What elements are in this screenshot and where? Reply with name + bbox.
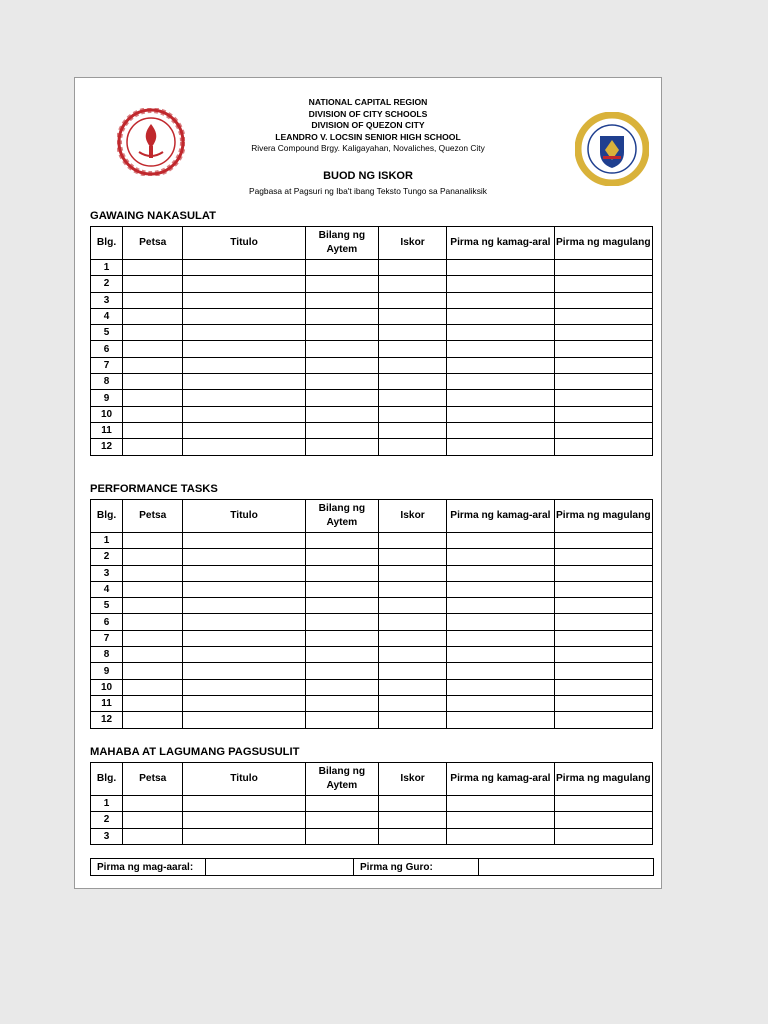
table-row — [91, 695, 653, 711]
row-number: 2 — [91, 549, 123, 565]
col-pirma-magulang-cell[interactable] — [554, 614, 652, 630]
col-titulo-cell[interactable] — [183, 796, 305, 812]
row-number: 3 — [91, 828, 123, 844]
col-petsa-cell[interactable] — [123, 647, 183, 663]
col-titulo-cell[interactable] — [183, 679, 305, 695]
col-titulo-cell[interactable] — [183, 614, 305, 630]
col-bilang-ng-aytem-cell[interactable] — [305, 374, 378, 390]
row-number: 10 — [91, 679, 123, 695]
col-petsa-cell[interactable] — [123, 630, 183, 646]
col-bilang-ng-aytem-cell[interactable] — [305, 260, 378, 276]
col-pirma-kamag-aral-cell[interactable] — [447, 647, 554, 663]
col-iskor-cell[interactable] — [378, 406, 446, 422]
row-number: 5 — [91, 598, 123, 614]
header-col-bilang-ng-aytem: Bilang ng Aytem — [305, 500, 378, 533]
col-pirma-magulang-cell[interactable] — [554, 796, 652, 812]
col-pirma-kamag-aral-cell[interactable] — [447, 390, 554, 406]
col-bilang-ng-aytem-cell[interactable] — [305, 796, 378, 812]
header-col-iskor: Iskor — [378, 763, 446, 796]
header-col-titulo: Titulo — [183, 500, 305, 533]
row-number: 2 — [91, 276, 123, 292]
col-pirma-kamag-aral-cell[interactable] — [447, 828, 554, 844]
col-titulo-cell[interactable] — [183, 630, 305, 646]
header-col-titulo: Titulo — [183, 227, 305, 260]
col-pirma-kamag-aral-cell[interactable] — [447, 796, 554, 812]
col-bilang-ng-aytem-cell[interactable] — [305, 712, 378, 728]
col-pirma-kamag-aral-cell[interactable] — [447, 374, 554, 390]
row-number: 5 — [91, 325, 123, 341]
row-number: 9 — [91, 390, 123, 406]
col-bilang-ng-aytem-cell[interactable] — [305, 406, 378, 422]
col-iskor-cell[interactable] — [378, 828, 446, 844]
col-iskor-cell[interactable] — [378, 598, 446, 614]
row-number: 4 — [91, 581, 123, 597]
col-bilang-ng-aytem-cell[interactable] — [305, 663, 378, 679]
col-pirma-magulang-cell[interactable] — [554, 712, 652, 728]
teacher-signature-label: Pirma ng Guro: — [354, 859, 479, 876]
col-pirma-magulang-cell[interactable] — [554, 390, 652, 406]
table-row — [91, 565, 653, 581]
col-bilang-ng-aytem-cell[interactable] — [305, 695, 378, 711]
col-pirma-kamag-aral-cell[interactable] — [447, 598, 554, 614]
col-bilang-ng-aytem-cell[interactable] — [305, 439, 378, 455]
header-col-pirma-kamag-aral: Pirma ng kamag-aral — [447, 500, 554, 533]
col-pirma-kamag-aral-cell[interactable] — [447, 663, 554, 679]
col-petsa-cell[interactable] — [123, 614, 183, 630]
division-line: DIVISION OF CITY SCHOOLS — [308, 108, 428, 119]
header-col-pirma-magulang: Pirma ng magulang — [554, 227, 652, 260]
header-col-titulo: Titulo — [183, 763, 305, 796]
table-row — [91, 581, 653, 597]
col-petsa-cell[interactable] — [123, 276, 183, 292]
col-bilang-ng-aytem-cell[interactable] — [305, 565, 378, 581]
col-iskor-cell[interactable] — [378, 565, 446, 581]
row-number: 10 — [91, 406, 123, 422]
col-pirma-kamag-aral-cell[interactable] — [447, 712, 554, 728]
col-titulo-cell[interactable] — [183, 422, 305, 438]
table-row — [91, 647, 653, 663]
header-col-iskor: Iskor — [378, 500, 446, 533]
col-pirma-magulang-cell[interactable] — [554, 341, 652, 357]
col-iskor-cell[interactable] — [378, 357, 446, 373]
table-header-row — [91, 227, 653, 260]
signature-row — [90, 858, 654, 876]
row-number: 12 — [91, 712, 123, 728]
col-petsa-cell[interactable] — [123, 325, 183, 341]
col-petsa-cell[interactable] — [123, 292, 183, 308]
header-col-blg: Blg. — [91, 763, 123, 796]
col-pirma-magulang-cell[interactable] — [554, 439, 652, 455]
deped-seal-logo — [575, 112, 649, 186]
row-number: 11 — [91, 695, 123, 711]
city-division-line: DIVISION OF QUEZON CITY — [311, 120, 425, 131]
col-petsa-cell[interactable] — [123, 406, 183, 422]
table-gawaing-nakasulat — [90, 226, 653, 456]
col-pirma-kamag-aral-cell[interactable] — [447, 292, 554, 308]
col-pirma-kamag-aral-cell[interactable] — [447, 276, 554, 292]
col-iskor-cell[interactable] — [378, 292, 446, 308]
col-petsa-cell[interactable] — [123, 422, 183, 438]
col-titulo-cell[interactable] — [183, 439, 305, 455]
table-row — [91, 308, 653, 324]
table-row — [91, 598, 653, 614]
col-pirma-magulang-cell[interactable] — [554, 406, 652, 422]
document-title: BUOD NG ISKOR — [323, 170, 413, 182]
table-row — [91, 630, 653, 646]
col-titulo-cell[interactable] — [183, 828, 305, 844]
col-pirma-magulang-cell[interactable] — [554, 276, 652, 292]
col-petsa-cell[interactable] — [123, 439, 183, 455]
col-petsa-cell[interactable] — [123, 533, 183, 549]
col-petsa-cell[interactable] — [123, 374, 183, 390]
col-titulo-cell[interactable] — [183, 357, 305, 373]
col-petsa-cell[interactable] — [123, 695, 183, 711]
col-iskor-cell[interactable] — [378, 614, 446, 630]
table-row — [91, 341, 653, 357]
table-row — [91, 663, 653, 679]
col-petsa-cell[interactable] — [123, 357, 183, 373]
col-titulo-cell[interactable] — [183, 663, 305, 679]
row-number: 1 — [91, 260, 123, 276]
col-titulo-cell[interactable] — [183, 695, 305, 711]
col-pirma-magulang-cell[interactable] — [554, 260, 652, 276]
col-bilang-ng-aytem-cell[interactable] — [305, 630, 378, 646]
table-lagumang-pagsusulit — [90, 762, 653, 845]
col-iskor-cell[interactable] — [378, 439, 446, 455]
col-petsa-cell[interactable] — [123, 390, 183, 406]
col-pirma-magulang-cell[interactable] — [554, 325, 652, 341]
row-number: 9 — [91, 663, 123, 679]
col-titulo-cell[interactable] — [183, 260, 305, 276]
header-text-block — [75, 97, 661, 155]
col-bilang-ng-aytem-cell[interactable] — [305, 828, 378, 844]
col-pirma-magulang-cell[interactable] — [554, 292, 652, 308]
table-row — [91, 390, 653, 406]
col-pirma-magulang-cell[interactable] — [554, 695, 652, 711]
col-bilang-ng-aytem-cell[interactable] — [305, 341, 378, 357]
col-titulo-cell[interactable] — [183, 374, 305, 390]
table-row — [91, 549, 653, 565]
score-sheet — [74, 77, 662, 889]
col-bilang-ng-aytem-cell[interactable] — [305, 679, 378, 695]
col-petsa-cell[interactable] — [123, 796, 183, 812]
table-row — [91, 679, 653, 695]
col-pirma-kamag-aral-cell[interactable] — [447, 422, 554, 438]
col-pirma-magulang-cell[interactable] — [554, 308, 652, 324]
col-pirma-kamag-aral-cell[interactable] — [447, 325, 554, 341]
col-iskor-cell[interactable] — [378, 276, 446, 292]
col-titulo-cell[interactable] — [183, 308, 305, 324]
col-pirma-kamag-aral-cell[interactable] — [447, 406, 554, 422]
col-bilang-ng-aytem-cell[interactable] — [305, 533, 378, 549]
table-header-row — [91, 763, 653, 796]
col-titulo-cell[interactable] — [183, 647, 305, 663]
col-petsa-cell[interactable] — [123, 565, 183, 581]
col-pirma-kamag-aral-cell[interactable] — [447, 695, 554, 711]
col-pirma-magulang-cell[interactable] — [554, 679, 652, 695]
col-iskor-cell[interactable] — [378, 581, 446, 597]
col-pirma-magulang-cell[interactable] — [554, 422, 652, 438]
col-bilang-ng-aytem-cell[interactable] — [305, 390, 378, 406]
col-bilang-ng-aytem-cell[interactable] — [305, 647, 378, 663]
document-header — [75, 78, 661, 198]
table-performance-tasks — [90, 499, 653, 729]
col-bilang-ng-aytem-cell[interactable] — [305, 292, 378, 308]
header-col-iskor: Iskor — [378, 227, 446, 260]
row-number: 3 — [91, 565, 123, 581]
col-petsa-cell[interactable] — [123, 663, 183, 679]
header-col-petsa: Petsa — [123, 763, 183, 796]
header-col-pirma-magulang: Pirma ng magulang — [554, 500, 652, 533]
col-iskor-cell[interactable] — [378, 630, 446, 646]
table-row — [91, 357, 653, 373]
header-col-pirma-magulang: Pirma ng magulang — [554, 763, 652, 796]
col-petsa-cell[interactable] — [123, 598, 183, 614]
col-pirma-kamag-aral-cell[interactable] — [447, 357, 554, 373]
table-row — [91, 439, 653, 455]
col-pirma-magulang-cell[interactable] — [554, 581, 652, 597]
row-number: 2 — [91, 812, 123, 828]
row-number: 3 — [91, 292, 123, 308]
col-bilang-ng-aytem-cell[interactable] — [305, 812, 378, 828]
col-petsa-cell[interactable] — [123, 260, 183, 276]
table-row — [91, 292, 653, 308]
col-titulo-cell[interactable] — [183, 565, 305, 581]
table-row — [91, 276, 653, 292]
col-pirma-magulang-cell[interactable] — [554, 598, 652, 614]
col-bilang-ng-aytem-cell[interactable] — [305, 598, 378, 614]
col-iskor-cell[interactable] — [378, 679, 446, 695]
col-petsa-cell[interactable] — [123, 308, 183, 324]
col-pirma-kamag-aral-cell[interactable] — [447, 679, 554, 695]
col-pirma-kamag-aral-cell[interactable] — [447, 581, 554, 597]
table-row — [91, 712, 653, 728]
table-row — [91, 260, 653, 276]
col-titulo-cell[interactable] — [183, 406, 305, 422]
col-pirma-magulang-cell[interactable] — [554, 812, 652, 828]
row-number: 1 — [91, 533, 123, 549]
row-number: 4 — [91, 308, 123, 324]
col-pirma-magulang-cell[interactable] — [554, 357, 652, 373]
col-iskor-cell[interactable] — [378, 663, 446, 679]
col-titulo-cell[interactable] — [183, 581, 305, 597]
col-pirma-magulang-cell[interactable] — [554, 630, 652, 646]
col-bilang-ng-aytem-cell[interactable] — [305, 549, 378, 565]
row-number: 1 — [91, 796, 123, 812]
col-pirma-magulang-cell[interactable] — [554, 533, 652, 549]
col-pirma-magulang-cell[interactable] — [554, 565, 652, 581]
header-col-petsa: Petsa — [123, 227, 183, 260]
col-iskor-cell[interactable] — [378, 549, 446, 565]
col-iskor-cell[interactable] — [378, 341, 446, 357]
col-iskor-cell[interactable] — [378, 260, 446, 276]
col-titulo-cell[interactable] — [183, 598, 305, 614]
col-titulo-cell[interactable] — [183, 390, 305, 406]
student-signature-field[interactable] — [206, 859, 354, 876]
row-number: 11 — [91, 422, 123, 438]
row-number: 6 — [91, 614, 123, 630]
col-pirma-magulang-cell[interactable] — [554, 374, 652, 390]
col-bilang-ng-aytem-cell[interactable] — [305, 614, 378, 630]
col-titulo-cell[interactable] — [183, 276, 305, 292]
document-subtitle: Pagbasa at Pagsuri ng Iba't ibang Teksto Tungo sa Pananaliksik — [249, 186, 487, 196]
col-pirma-kamag-aral-cell[interactable] — [447, 260, 554, 276]
col-pirma-magulang-cell[interactable] — [554, 549, 652, 565]
header-col-blg: Blg. — [91, 227, 123, 260]
col-bilang-ng-aytem-cell[interactable] — [305, 422, 378, 438]
col-pirma-kamag-aral-cell[interactable] — [447, 630, 554, 646]
header-col-petsa: Petsa — [123, 500, 183, 533]
table-row — [91, 614, 653, 630]
school-name-line: LEANDRO V. LOCSIN SENIOR HIGH SCHOOL — [275, 131, 461, 142]
table-row — [91, 796, 653, 812]
table-row — [91, 406, 653, 422]
col-iskor-cell[interactable] — [378, 695, 446, 711]
col-pirma-kamag-aral-cell[interactable] — [447, 308, 554, 324]
section-title-performance-tasks: PERFORMANCE TASKS — [90, 483, 218, 495]
col-pirma-kamag-aral-cell[interactable] — [447, 565, 554, 581]
col-iskor-cell[interactable] — [378, 390, 446, 406]
row-number: 6 — [91, 341, 123, 357]
col-petsa-cell[interactable] — [123, 581, 183, 597]
table-row — [91, 828, 653, 844]
row-number: 8 — [91, 647, 123, 663]
col-pirma-kamag-aral-cell[interactable] — [447, 341, 554, 357]
col-iskor-cell[interactable] — [378, 308, 446, 324]
col-petsa-cell[interactable] — [123, 679, 183, 695]
col-bilang-ng-aytem-cell[interactable] — [305, 325, 378, 341]
col-bilang-ng-aytem-cell[interactable] — [305, 308, 378, 324]
col-petsa-cell[interactable] — [123, 549, 183, 565]
section-title-lagumang-pagsusulit: MAHABA AT LAGUMANG PAGSUSULIT — [90, 746, 300, 758]
col-petsa-cell[interactable] — [123, 828, 183, 844]
col-titulo-cell[interactable] — [183, 712, 305, 728]
col-pirma-kamag-aral-cell[interactable] — [447, 614, 554, 630]
col-petsa-cell[interactable] — [123, 712, 183, 728]
header-col-pirma-kamag-aral: Pirma ng kamag-aral — [447, 763, 554, 796]
teacher-signature-field[interactable] — [479, 859, 654, 876]
table-row — [91, 374, 653, 390]
col-pirma-kamag-aral-cell[interactable] — [447, 533, 554, 549]
table-row — [91, 325, 653, 341]
col-bilang-ng-aytem-cell[interactable] — [305, 357, 378, 373]
row-number: 12 — [91, 439, 123, 455]
header-col-bilang-ng-aytem: Bilang ng Aytem — [305, 227, 378, 260]
col-pirma-kamag-aral-cell[interactable] — [447, 812, 554, 828]
col-iskor-cell[interactable] — [378, 812, 446, 828]
table-row — [91, 533, 653, 549]
header-col-blg: Blg. — [91, 500, 123, 533]
row-number: 7 — [91, 630, 123, 646]
col-iskor-cell[interactable] — [378, 325, 446, 341]
col-pirma-kamag-aral-cell[interactable] — [447, 439, 554, 455]
col-pirma-magulang-cell[interactable] — [554, 647, 652, 663]
col-bilang-ng-aytem-cell[interactable] — [305, 581, 378, 597]
row-number: 8 — [91, 374, 123, 390]
col-iskor-cell[interactable] — [378, 712, 446, 728]
table-row — [91, 812, 653, 828]
col-petsa-cell[interactable] — [123, 812, 183, 828]
col-iskor-cell[interactable] — [378, 533, 446, 549]
school-address: Rivera Compound Brgy. Kaligayahan, Novaliches, Quezon City — [251, 143, 485, 154]
student-signature-label: Pirma ng mag-aaral: — [91, 859, 206, 876]
col-bilang-ng-aytem-cell[interactable] — [305, 276, 378, 292]
table-row — [91, 422, 653, 438]
table-header-row — [91, 500, 653, 533]
col-pirma-magulang-cell[interactable] — [554, 828, 652, 844]
col-pirma-magulang-cell[interactable] — [554, 663, 652, 679]
col-iskor-cell[interactable] — [378, 374, 446, 390]
header-col-bilang-ng-aytem: Bilang ng Aytem — [305, 763, 378, 796]
col-iskor-cell[interactable] — [378, 796, 446, 812]
col-titulo-cell[interactable] — [183, 341, 305, 357]
section-title-gawaing-nakasulat: GAWAING NAKASULAT — [90, 210, 216, 222]
header-col-pirma-kamag-aral: Pirma ng kamag-aral — [447, 227, 554, 260]
col-titulo-cell[interactable] — [183, 812, 305, 828]
col-titulo-cell[interactable] — [183, 533, 305, 549]
col-titulo-cell[interactable] — [183, 325, 305, 341]
col-titulo-cell[interactable] — [183, 549, 305, 565]
col-titulo-cell[interactable] — [183, 292, 305, 308]
col-pirma-kamag-aral-cell[interactable] — [447, 549, 554, 565]
row-number: 7 — [91, 357, 123, 373]
col-iskor-cell[interactable] — [378, 647, 446, 663]
col-petsa-cell[interactable] — [123, 341, 183, 357]
region-line: NATIONAL CAPITAL REGION — [308, 97, 428, 107]
col-iskor-cell[interactable] — [378, 422, 446, 438]
